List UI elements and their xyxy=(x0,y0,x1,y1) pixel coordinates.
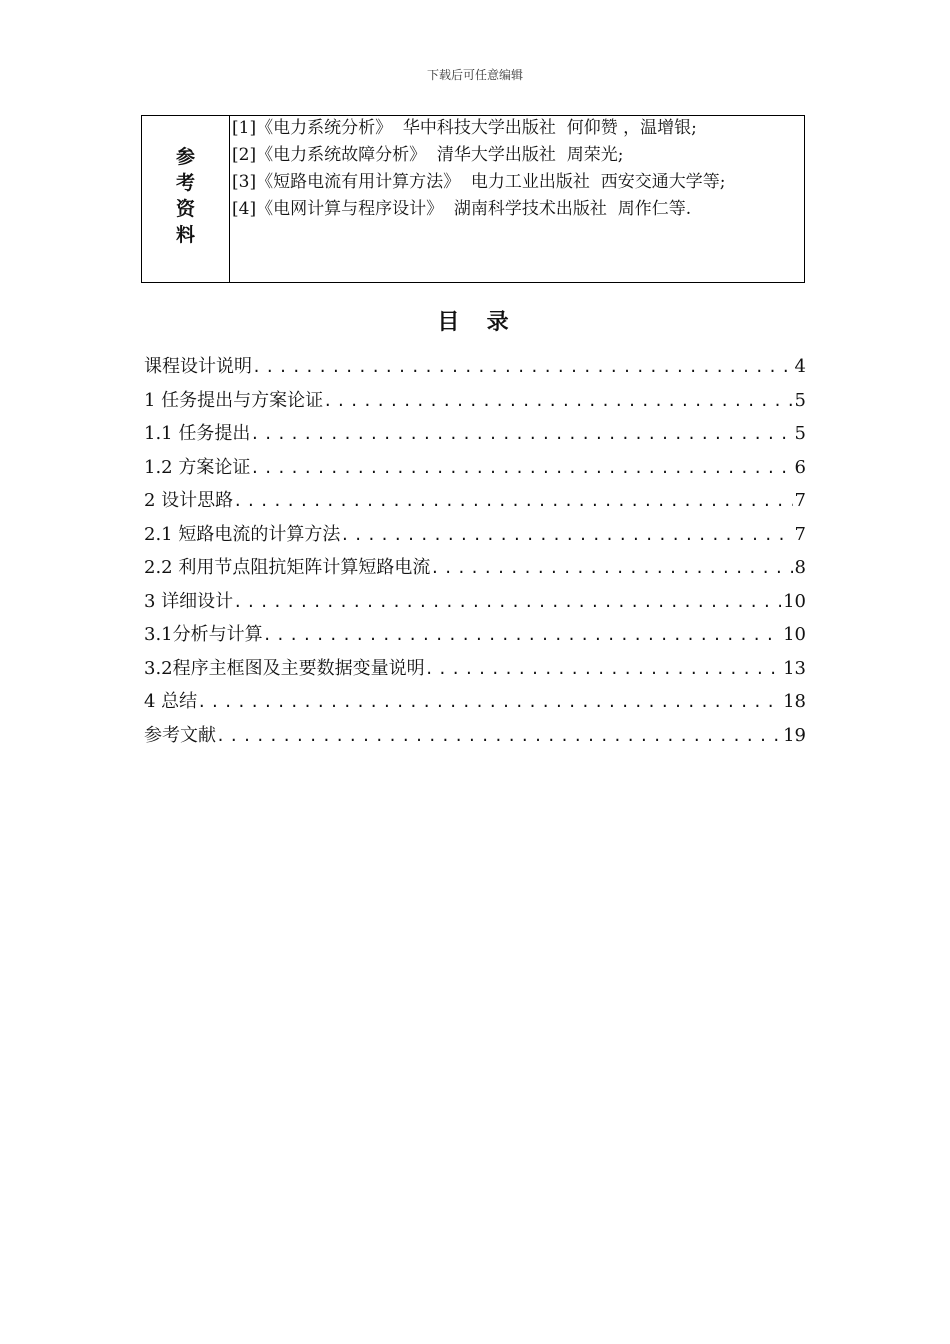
toc-entry[interactable] xyxy=(144,350,806,384)
toc-entry-text: 1.1 任务提出 xyxy=(144,423,251,444)
toc-title: 目 录 xyxy=(437,310,513,335)
toc-entry[interactable] xyxy=(144,518,806,552)
toc-entry[interactable] xyxy=(144,618,806,652)
toc-entry-text: 4 总结 xyxy=(144,691,198,712)
toc-leader-dots xyxy=(197,686,781,720)
toc-leader-dots xyxy=(233,586,781,620)
toc-leader-dots xyxy=(216,720,781,754)
references-content-cell xyxy=(230,116,804,282)
toc-entry-text: 1.2 方案论证 xyxy=(144,456,251,478)
toc-entry[interactable] xyxy=(144,685,806,719)
reference-item-3: [3]《短路电流有用计算方法》 电力工业出版社 西安交通大学等; xyxy=(232,172,726,192)
toc-leader-dots xyxy=(430,552,792,586)
toc-entry-page: 7 xyxy=(794,523,806,545)
toc-entry-page: 7 xyxy=(794,490,806,511)
toc-entry[interactable] xyxy=(144,451,806,485)
toc-entry[interactable] xyxy=(144,384,806,418)
toc-entry-text: 2 设计思路 xyxy=(144,490,234,511)
reference-item-4: [4]《电网计算与程序设计》 湖南科学技术出版社 周作仁等. xyxy=(232,199,692,219)
toc-entry-text: 3.1分析与计算 xyxy=(144,624,263,645)
toc-entry[interactable] xyxy=(144,652,806,686)
toc-leader-dots xyxy=(252,351,793,385)
toc-leader-dots xyxy=(233,485,792,519)
toc-leader-dots xyxy=(323,385,792,419)
toc-entry-page: 10 xyxy=(783,624,806,645)
toc-entry-page: 10 xyxy=(783,590,806,612)
toc-entry-page: 8 xyxy=(794,557,806,578)
toc-entry-text: 课程设计说明 xyxy=(144,356,252,377)
toc-entry-page: 6 xyxy=(794,456,806,478)
toc-leader-dots xyxy=(250,418,792,452)
reference-item-2: [2]《电力系统故障分析》 清华大学出版社 周荣光; xyxy=(232,145,624,165)
toc-entry-text: 1 任务提出与方案论证 xyxy=(144,389,324,411)
toc-entry-text: 3.2程序主框图及主要数据变量说明 xyxy=(144,657,425,679)
toc-entry-page: 5 xyxy=(794,389,806,411)
toc-leader-dots xyxy=(340,519,792,553)
toc-list xyxy=(144,350,806,752)
reference-item-1: [1]《电力系统分析》 华中科技大学出版社 何仰赞 ，温增银; xyxy=(232,118,697,138)
toc-entry-page: 18 xyxy=(783,691,806,712)
references-label-cell xyxy=(142,116,230,282)
toc-entry[interactable] xyxy=(144,585,806,619)
toc-leader-dots xyxy=(425,653,781,687)
toc-entry[interactable] xyxy=(144,484,806,518)
toc-entry[interactable] xyxy=(144,417,806,451)
toc-entry-page: 13 xyxy=(783,657,806,679)
toc-leader-dots xyxy=(250,452,792,486)
toc-entry-page: 4 xyxy=(794,356,806,377)
toc-entry-text: 3 详细设计 xyxy=(144,590,234,612)
toc-entry[interactable] xyxy=(144,719,806,753)
toc-entry-text: 2.1 短路电流的计算方法 xyxy=(144,523,341,545)
header-note: 下载后可任意编辑 xyxy=(426,68,523,82)
references-table xyxy=(141,115,805,283)
toc-leader-dots xyxy=(263,619,781,653)
toc-entry-text: 2.2 利用节点阻抗矩阵计算短路电流 xyxy=(144,557,431,578)
toc-entry[interactable] xyxy=(144,551,806,585)
toc-entry-text: 参考文献 xyxy=(144,724,216,746)
toc-entry-page: 19 xyxy=(783,724,806,746)
toc-entry-page: 5 xyxy=(794,423,806,444)
references-label: 参考资料 xyxy=(175,146,195,246)
